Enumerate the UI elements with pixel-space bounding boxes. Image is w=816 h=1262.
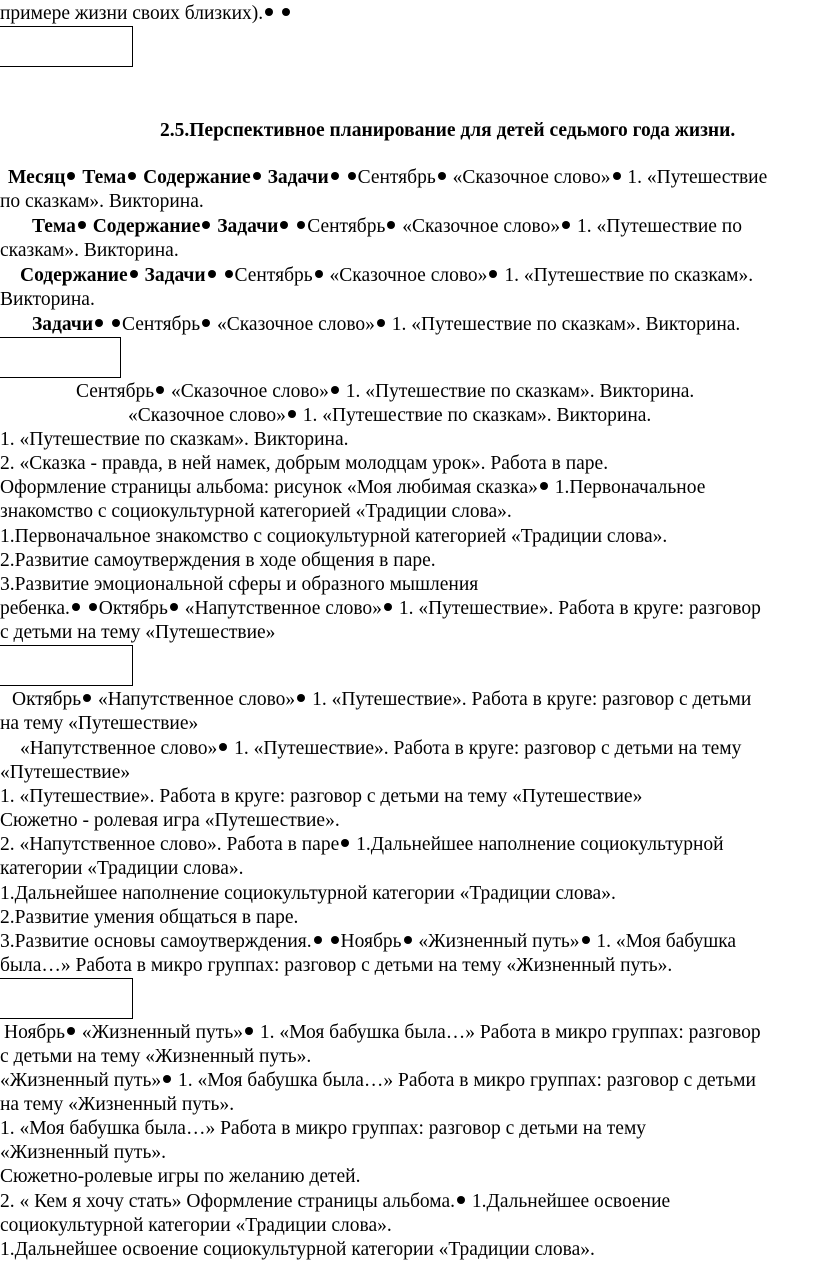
bullet-icon: [540, 482, 548, 490]
text-line: «Сказочное слово» 1. «Путешествие по сказкам». Викторина.: [128, 405, 652, 426]
text-line: Сюжетно - ролевая игра «Путешествие».: [0, 810, 340, 831]
bullet-icon: [297, 221, 305, 229]
bullet-icon: [331, 936, 339, 944]
bullet-icon: [489, 270, 497, 278]
bullet-icon: [613, 172, 621, 180]
bullet-icon: [208, 270, 216, 278]
bullet-icon: [95, 319, 103, 327]
text-line: 2. «Сказка - правда, в ней намек, добрым молодцам урок». Работа в паре.: [0, 453, 609, 474]
text-line: «Жизненный путь».: [0, 1142, 166, 1163]
text-line: «Напутственное слово» 1. «Путешествие». Работа в круге: разговор с детьми на тему: [20, 738, 742, 759]
bullet-icon: [457, 1196, 465, 1204]
text-line: ребенка. Октябрь «Напутственное слово» 1. «Путешествие». Работа в круге: разговор: [0, 598, 761, 619]
bullet-icon: [562, 221, 570, 229]
text-line: сказкам». Викторина.: [0, 240, 179, 261]
bullet-icon: [384, 603, 392, 611]
text-line: примере жизни своих близких).: [0, 2, 292, 26]
text-line: Месяц Тема Содержание Задачи Сентябрь «Сказочное слово» 1. «Путешествие: [8, 167, 768, 188]
bullet-icon: [130, 270, 138, 278]
text-line: Октябрь «Напутственное слово» 1. «Путешествие». Работа в круге: разговор с детьми: [12, 689, 752, 710]
text-line: 2.Развитие умения общаться в паре.: [0, 907, 299, 928]
text-line: Оформление страницы альбома: рисунок «Моя любимая сказка» 1.Первоначальное: [0, 477, 706, 498]
text-line: 1. «Путешествие по сказкам». Викторина.: [0, 429, 349, 450]
bullet-icon: [315, 270, 323, 278]
text-line: 1.Дальнейшее освоение социокультурной категории «Традиции слова».: [0, 1239, 595, 1260]
bullet-icon: [297, 694, 305, 702]
text-line: 3.Развитие эмоциональной сферы и образного мышления: [0, 574, 479, 595]
text-line: 2.Развитие самоутверждения в ходе общения в паре.: [0, 550, 436, 571]
text-line: 2. «Напутственное слово». Работа в паре 1.Дальнейшее наполнение социокультурной: [0, 834, 724, 855]
section-heading: 2.5.Перспективное планирование для детей седьмого года жизни.: [160, 120, 736, 141]
bullet-icon: [219, 743, 227, 751]
bullet-icon: [202, 221, 210, 229]
bullet-icon: [377, 319, 385, 327]
text-line: с детьми на тему «Путешествие»: [0, 622, 276, 643]
bullet-icon: [387, 221, 395, 229]
bullet-icon: [67, 1027, 75, 1035]
text-line: 1.Дальнейшее наполнение социокультурной категории «Традиции слова».: [0, 883, 616, 904]
bullet-icon: [288, 410, 296, 418]
text-line: «Путешествие»: [0, 762, 131, 783]
text-line: Викторина.: [0, 289, 95, 310]
empty-cell: [0, 978, 133, 1019]
text-line: Ноябрь «Жизненный путь» 1. «Моя бабушка была…» Работа в микро группах: разговор: [4, 1022, 761, 1043]
text-line: категории «Традиции слова».: [0, 858, 244, 879]
bullet-icon: [128, 172, 136, 180]
bullet-icon: [156, 386, 164, 394]
text-line: Сюжетно-ролевые игры по желанию детей.: [0, 1166, 361, 1187]
bullet-icon: [314, 936, 322, 944]
text-line: Тема Содержание Задачи Сентябрь «Сказочное слово» 1. «Путешествие по: [32, 216, 742, 237]
text-line: была…» Работа в микро группах: разговор с детьми на тему «Жизненный путь».: [0, 955, 673, 976]
bullet-icon: [253, 172, 261, 180]
text-line: на тему «Путешествие»: [0, 713, 199, 734]
text-line: по сказкам». Викторина.: [0, 191, 204, 212]
empty-cell: [0, 645, 133, 686]
text-line: Сентябрь «Сказочное слово» 1. «Путешествие по сказкам». Викторина.: [76, 381, 695, 402]
text-line: с детьми на тему «Жизненный путь».: [0, 1046, 312, 1067]
text-line: 1. «Моя бабушка была…» Работа в микро группах: разговор с детьми на тему: [0, 1118, 647, 1139]
bullet-icon: [112, 319, 120, 327]
bullet-icon: [78, 221, 86, 229]
bullet-icon: [438, 172, 446, 180]
text-line: 1.Первоначальное знакомство с социокультурной категорией «Традиции слова».: [0, 526, 668, 547]
text-line: Задачи Сентябрь «Сказочное слово» 1. «Путешествие по сказкам». Викторина.: [32, 314, 741, 335]
bullet-icon: [170, 603, 178, 611]
bullet-icon: [341, 839, 349, 847]
bullet-icon: [348, 172, 356, 180]
bullet-icon: [67, 172, 75, 180]
text-line: социокультурной категории «Традиции слова».: [0, 1215, 392, 1236]
text-line: «Жизненный путь» 1. «Моя бабушка была…» Работа в микро группах: разговор с детьми: [0, 1070, 756, 1091]
bullet-icon: [282, 8, 290, 16]
bullet-icon: [72, 603, 80, 611]
bullet-icon: [331, 386, 339, 394]
text-line: знакомство с социокультурной категорией «Традиции слова».: [0, 501, 512, 522]
bullet-icon: [245, 1027, 253, 1035]
bullet-icon: [225, 270, 233, 278]
text-line: Содержание Задачи Сентябрь «Сказочное слово» 1. «Путешествие по сказкам».: [20, 265, 754, 286]
empty-cell: [0, 26, 133, 67]
bullet-icon: [163, 1075, 171, 1083]
empty-cell: [0, 337, 121, 378]
bullet-icon: [280, 221, 288, 229]
bullet-icon: [265, 8, 273, 16]
bullet-icon: [582, 936, 590, 944]
bullet-icon: [83, 694, 91, 702]
bullet-icon: [202, 319, 210, 327]
bullet-icon: [89, 603, 97, 611]
text-line: 2. « Кем я хочу стать» Оформление страницы альбома. 1.Дальнейшее освоение: [0, 1191, 671, 1212]
text-line: на тему «Жизненный путь».: [0, 1094, 235, 1115]
bullet-icon: [404, 936, 412, 944]
text-line: 1. «Путешествие». Работа в круге: разговор с детьми на тему «Путешествие»: [0, 786, 643, 807]
text-line: 3.Развитие основы самоутверждения. Ноябрь «Жизненный путь» 1. «Моя бабушка: [0, 931, 737, 952]
bullet-icon: [331, 172, 339, 180]
